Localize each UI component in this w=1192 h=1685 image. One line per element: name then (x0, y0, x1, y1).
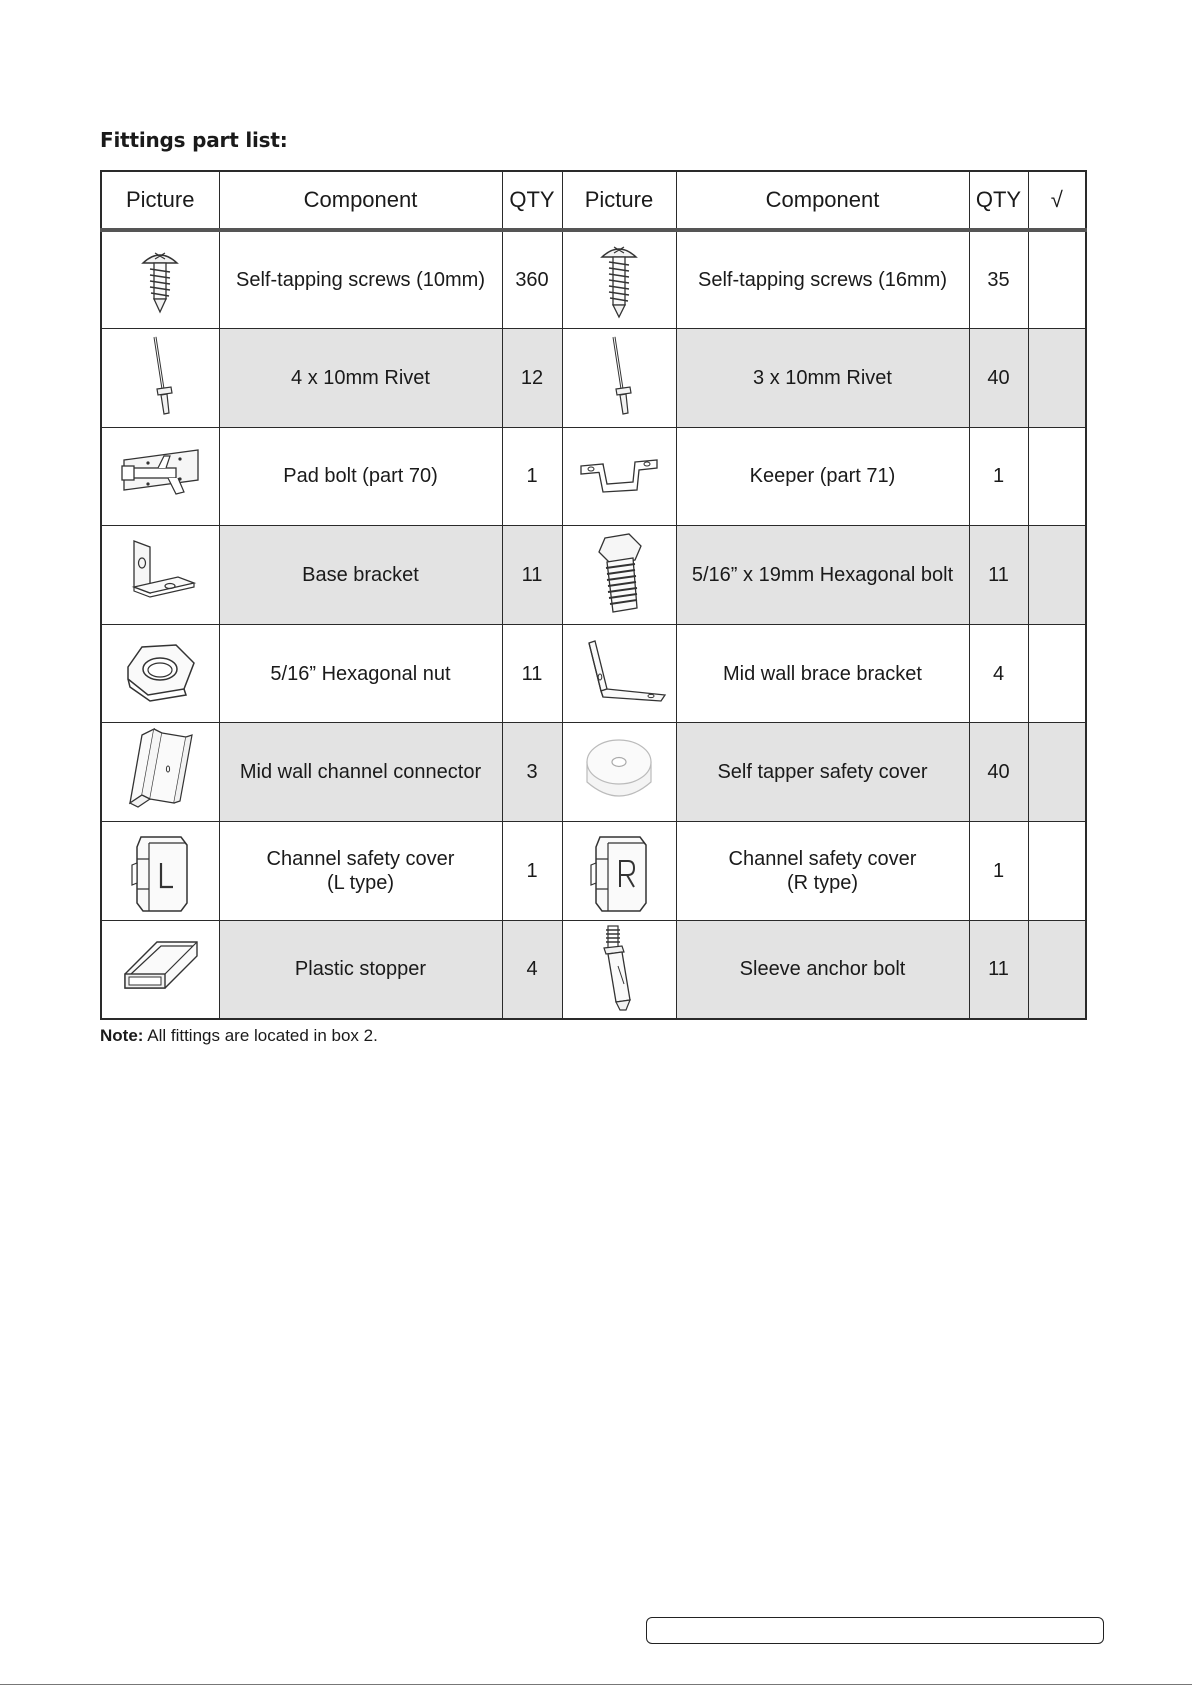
header-picture: Picture (562, 171, 676, 230)
note-label: Note: (100, 1026, 144, 1045)
table-row (101, 920, 1086, 1019)
check-cell[interactable] (1028, 329, 1086, 428)
picture-cell (562, 920, 676, 1019)
fittings-parts-table (100, 170, 1087, 1020)
check-cell[interactable] (1028, 230, 1086, 329)
component-qty: 1 (502, 427, 562, 526)
footer-box (646, 1617, 1104, 1644)
component-qty: 3 (502, 723, 562, 822)
rivet-icon (135, 333, 185, 423)
component-name: Base bracket (219, 526, 502, 625)
header-picture: Picture (101, 171, 219, 230)
keeper-icon (577, 456, 661, 496)
component-qty: 4 (969, 624, 1028, 723)
component-qty: 12 (502, 329, 562, 428)
check-cell[interactable] (1028, 723, 1086, 822)
component-name-line: (L type) (326, 871, 395, 894)
header-component: Component (676, 171, 969, 230)
component-qty: 11 (502, 624, 562, 723)
picture-cell (101, 723, 219, 822)
component-name (219, 822, 502, 921)
hex-nut-icon (120, 639, 200, 709)
picture-cell (101, 329, 219, 428)
header-qty: QTY (969, 171, 1028, 230)
component-name (676, 822, 969, 921)
component-name: 5/16” Hexagonal nut (219, 624, 502, 723)
screw-icon (594, 241, 644, 319)
header-qty: QTY (502, 171, 562, 230)
component-qty: 1 (969, 427, 1028, 526)
component-qty: 11 (502, 526, 562, 625)
rivet-icon (594, 333, 644, 423)
component-qty: 40 (969, 723, 1028, 822)
component-qty: 11 (969, 920, 1028, 1019)
table-row (101, 230, 1086, 329)
table-row (101, 723, 1086, 822)
picture-cell (101, 624, 219, 723)
sleeve-anchor-icon (594, 924, 644, 1014)
component-name: Self-tapping screws (16mm) (676, 230, 969, 329)
component-qty: 40 (969, 329, 1028, 428)
picture-cell (101, 230, 219, 329)
screw-icon (135, 245, 185, 315)
component-name: 3 x 10mm Rivet (676, 329, 969, 428)
component-qty: 4 (502, 920, 562, 1019)
component-qty: 1 (969, 822, 1028, 921)
picture-cell (562, 329, 676, 428)
check-cell[interactable] (1028, 624, 1086, 723)
component-qty: 360 (502, 230, 562, 329)
picture-cell (101, 920, 219, 1019)
check-cell[interactable] (1028, 920, 1086, 1019)
footnote (100, 1026, 378, 1046)
component-name: Sleeve anchor bolt (676, 920, 969, 1019)
header-check: √ (1028, 171, 1086, 230)
component-qty: 11 (969, 526, 1028, 625)
check-cell[interactable] (1028, 822, 1086, 921)
hex-bolt-icon (589, 532, 649, 618)
picture-cell (101, 526, 219, 625)
picture-cell (562, 427, 676, 526)
picture-cell (562, 230, 676, 329)
channel-connector-icon (120, 725, 200, 819)
table-row (101, 624, 1086, 723)
component-name: Mid wall channel connector (219, 723, 502, 822)
component-name: Plastic stopper (219, 920, 502, 1019)
picture-cell (562, 526, 676, 625)
check-cell[interactable] (1028, 526, 1086, 625)
component-name: Self tapper safety cover (676, 723, 969, 822)
picture-cell (101, 427, 219, 526)
picture-cell (562, 822, 676, 921)
pad-bolt-icon (118, 446, 202, 506)
channel-cover-r-icon (586, 829, 652, 913)
component-qty: 1 (502, 822, 562, 921)
component-name: Keeper (part 71) (676, 427, 969, 526)
page-heading: Fittings part list: (100, 128, 288, 152)
component-name: Self-tapping screws (10mm) (219, 230, 502, 329)
header-component: Component (219, 171, 502, 230)
table-row (101, 822, 1086, 921)
component-name: 4 x 10mm Rivet (219, 329, 502, 428)
base-bracket-icon (120, 535, 200, 615)
table-row (101, 329, 1086, 428)
table-row (101, 526, 1086, 625)
component-qty: 35 (969, 230, 1028, 329)
component-name: Pad bolt (part 70) (219, 427, 502, 526)
component-name: 5/16” x 19mm Hexagonal bolt (676, 526, 969, 625)
note-text: All fittings are located in box 2. (143, 1026, 378, 1045)
component-name: Mid wall brace bracket (676, 624, 969, 723)
component-name-line: (R type) (786, 871, 859, 894)
component-name-line: Channel safety cover (266, 847, 455, 870)
brace-bracket-icon (569, 639, 669, 709)
picture-cell (101, 822, 219, 921)
check-cell[interactable] (1028, 427, 1086, 526)
picture-cell (562, 624, 676, 723)
plastic-stopper-icon (117, 934, 203, 1004)
safety-cover-icon (581, 734, 657, 810)
component-name-line: Channel safety cover (728, 847, 917, 870)
table-header-row (101, 171, 1086, 230)
table-row (101, 427, 1086, 526)
picture-cell (562, 723, 676, 822)
channel-cover-l-icon (127, 829, 193, 913)
